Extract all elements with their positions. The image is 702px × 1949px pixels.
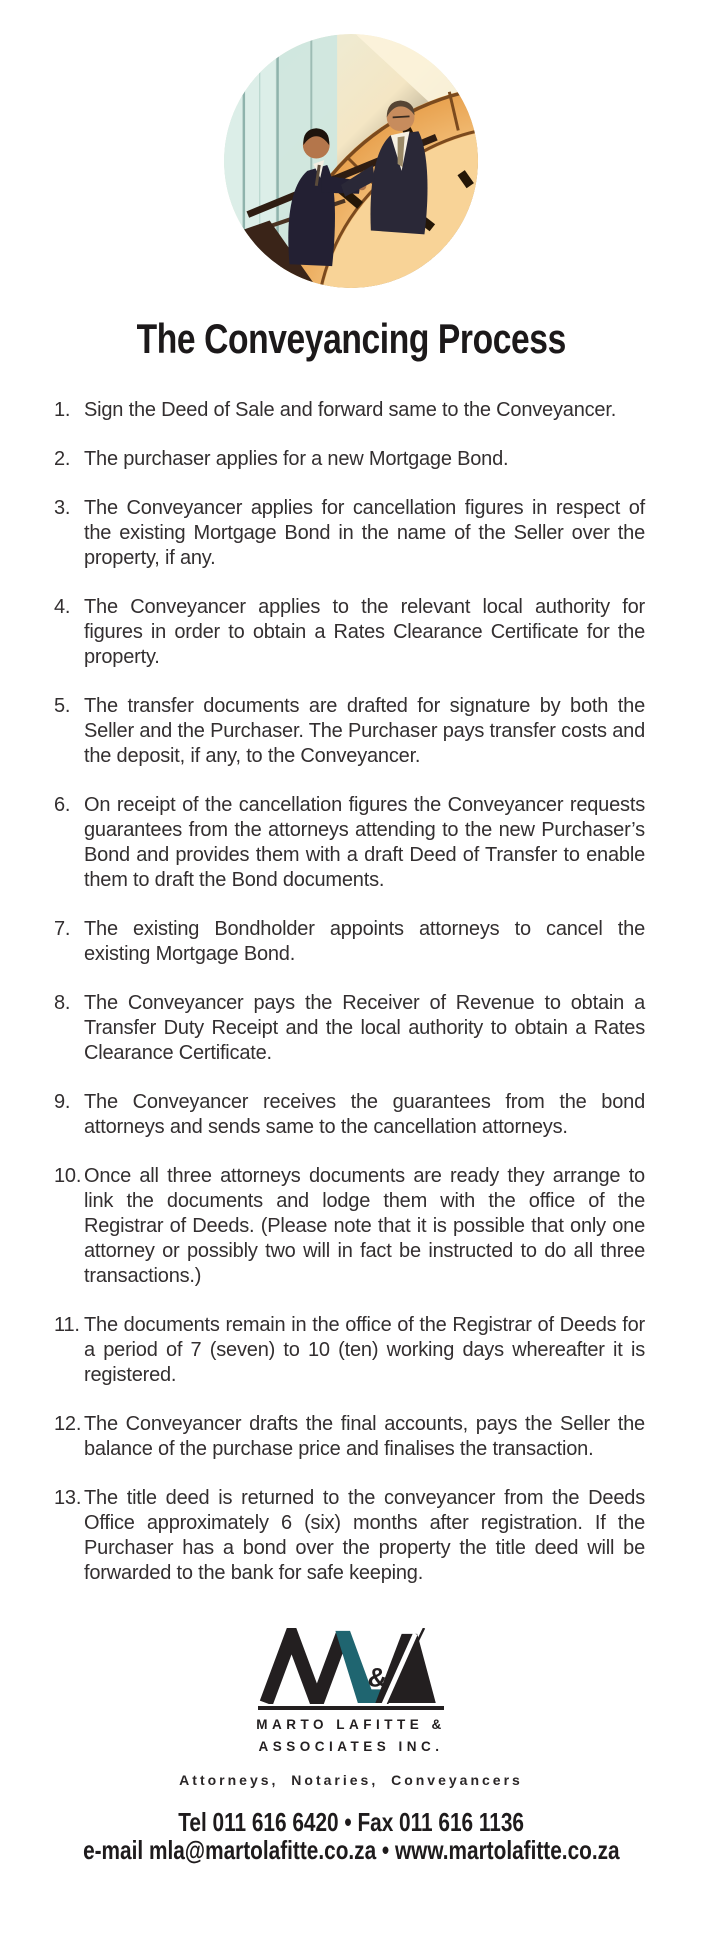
photo-businessmen-clock — [224, 34, 478, 288]
footer — [0, 1628, 702, 1864]
flyer-page — [0, 34, 702, 1949]
firm-tagline: Attorneys, Notaries, Conveyancers — [179, 1772, 523, 1789]
process-step-4 — [54, 595, 645, 670]
step-number: 11. — [54, 1314, 80, 1337]
firm-logo — [256, 1628, 446, 1704]
process-step-6 — [54, 793, 645, 893]
step-text: The Conveyancer pays the Receiver of Revenue to obtain a Transfer Duty Receipt and the local authority to obtain a Rates Clearance Certificate. — [84, 992, 645, 1065]
photo-illustration — [224, 34, 478, 288]
process-step-10 — [54, 1164, 645, 1289]
step-number: 3. — [54, 497, 71, 520]
step-text: The Conveyancer drafts the final accounts, pays the Seller the balance of the purchase price and finalises the transaction. — [84, 1413, 645, 1461]
step-number: 12. — [54, 1413, 82, 1436]
process-step-1 — [54, 398, 645, 423]
contact-email-web: e-mail mla@martolafitte.co.za • www.martolafitte.co.za — [82, 1835, 620, 1866]
contact-tel-fax: Tel 011 616 6420 • Fax 011 616 1136 — [178, 1807, 524, 1838]
step-number: 9. — [54, 1091, 71, 1114]
process-step-9 — [54, 1090, 645, 1140]
logo-letter-m — [266, 1635, 342, 1703]
step-text: Once all three attorneys documents are ready they arrange to link the documents and lodge them with the office of the Registrar of Deeds. (Please note that it is possible that only one attorney or possibly two will in fact be instructed to do all three transactions.) — [84, 1165, 645, 1288]
step-number: 5. — [54, 695, 71, 718]
conveyancing-steps-list — [54, 398, 645, 1586]
step-text: Sign the Deed of Sale and forward same to the Conveyancer. — [84, 399, 617, 422]
logo-ampersand: & — [367, 1661, 388, 1693]
logo-rule — [258, 1706, 444, 1710]
contact-block — [0, 1808, 702, 1864]
firm-name-line2: ASSOCIATES INC. — [258, 1739, 444, 1755]
step-text: The Conveyancer receives the guarantees from the bond attorneys and sends same to the cancellation attorneys. — [84, 1091, 645, 1139]
page-title: The Conveyancing Process — [136, 315, 566, 362]
step-text: The documents remain in the office of the Registrar of Deeds for a period of 7 (seven) to 10 (ten) working days whereafter it is registered. — [84, 1314, 645, 1387]
process-step-5 — [54, 694, 645, 769]
step-text: The transfer documents are drafted for signature by both the Seller and the Purchaser. The Purchaser pays transfer costs and the deposit, if any, to the Conveyancer. — [84, 695, 645, 768]
process-step-8 — [54, 991, 645, 1066]
step-text: The title deed is returned to the conveyancer from the Deeds Office approximately 6 (six) months after registration. If the Purchaser has a bond over the property the title deed will be forwarded to the bank for safe keeping. — [84, 1487, 645, 1585]
step-number: 2. — [54, 448, 71, 471]
process-step-7 — [54, 917, 645, 967]
step-text: The Conveyancer applies for cancellation figures in respect of the existing Mortgage Bond in the name of the Seller over the property, if any. — [84, 497, 645, 570]
step-text: The purchaser applies for a new Mortgage Bond. — [84, 448, 509, 471]
step-number: 1. — [54, 399, 71, 422]
process-step-2 — [54, 447, 645, 472]
process-step-13 — [54, 1486, 645, 1586]
step-number: 7. — [54, 918, 71, 941]
step-text: The existing Bondholder appoints attorneys to cancel the existing Mortgage Bond. — [84, 918, 645, 966]
step-number: 8. — [54, 992, 71, 1015]
step-number: 4. — [54, 596, 71, 619]
firm-name-line1: MARTO LAFITTE & — [256, 1717, 446, 1733]
step-text: The Conveyancer applies to the relevant local authority for figures in order to obtain a Rates Clearance Certificate for the property. — [84, 596, 645, 669]
step-text: On receipt of the cancellation figures the Conveyancer requests guarantees from the attorneys attending to the new Purchaser’s Bond and provides them with a draft Deed of Transfer to enable them to draft the Bond documents. — [84, 794, 645, 892]
process-step-3 — [54, 496, 645, 571]
process-step-11 — [54, 1313, 645, 1388]
step-number: 6. — [54, 794, 71, 817]
process-step-12 — [54, 1412, 645, 1462]
step-number: 13. — [54, 1487, 82, 1510]
step-number: 10. — [54, 1165, 82, 1188]
